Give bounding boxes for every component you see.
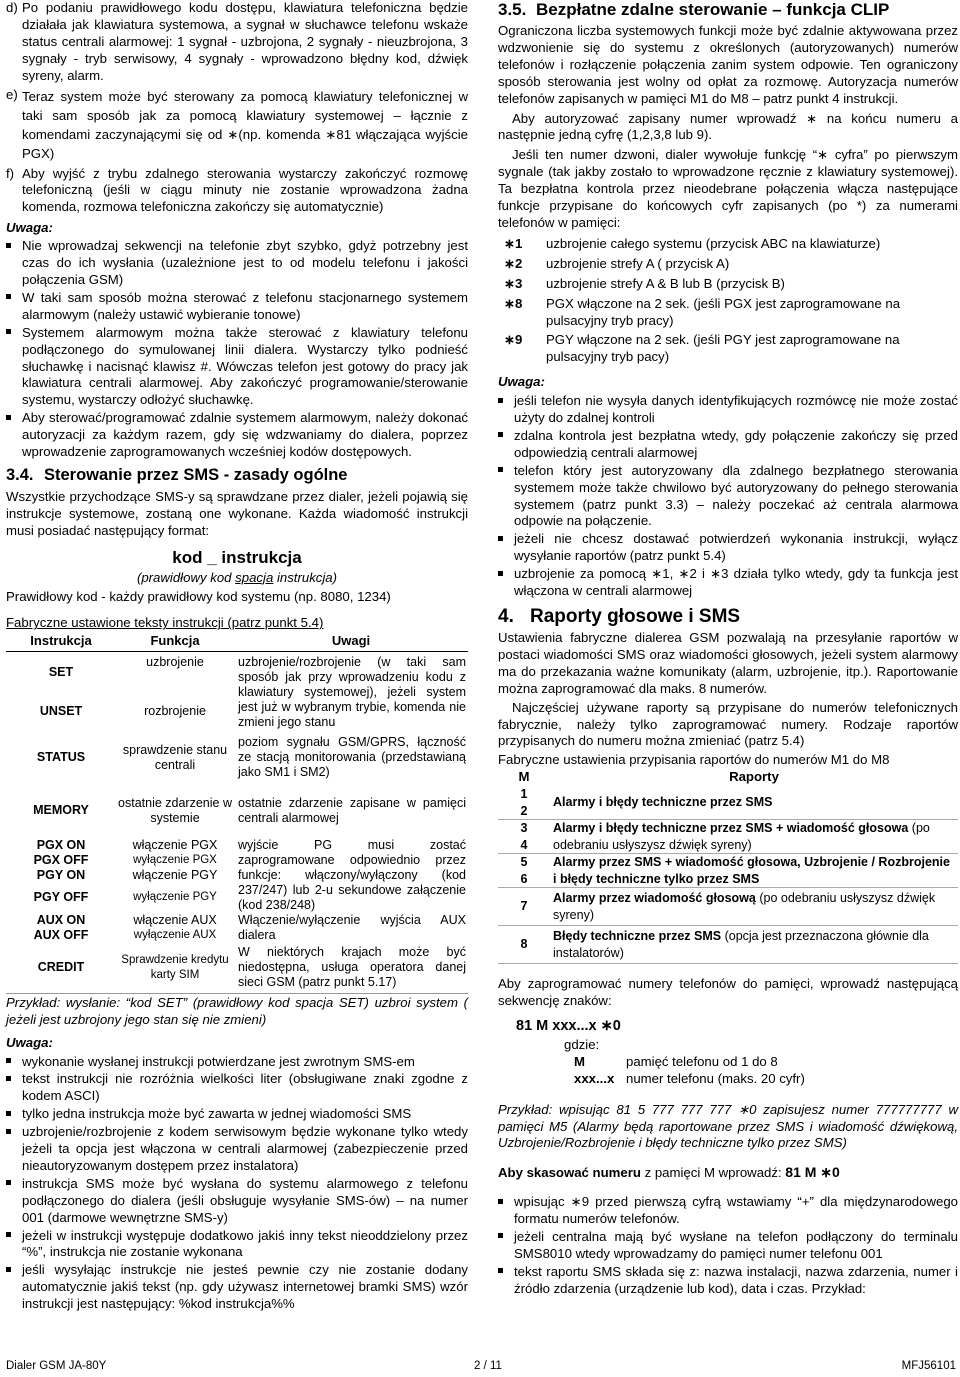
report-cell [550,786,958,820]
definition-m [498,1054,958,1071]
section-title: Bezpłatne zdalne sterowanie – funkcja CLIP [536,0,890,19]
sequence-where: gdzie: [564,1036,600,1052]
bullet-icon [498,536,503,541]
notes-list-4 [498,1194,958,1297]
list-item [6,410,468,461]
definition-key: xxx...x [574,1070,615,1086]
report-cell [550,926,958,964]
function-cell: wyłączenie AUX [133,928,217,941]
bullet-icon [6,1267,11,1272]
table-row [6,732,468,784]
bullet-icon [6,415,11,420]
memory-number: 8 [520,937,528,952]
list-item-text: telefon który jest autoryzowany dla zdalnego bezpłatnego sterowania systemem może także chwilowo być autoryzowany do pełnego sterowania systemem (patrz punkt 3.3) – należy poczekać aż centrala alarmowa odpowie na połączenie. [514,462,958,529]
bullet-icon [498,1233,503,1238]
definition-value: pamięć telefonu od 1 do 8 [626,1053,778,1069]
report-extra: (po odebraniu usłyszysz dźwięk syreny) [553,821,930,852]
example-programming: Przykład: wpisując 81 5 777 777 777 ∗0 zapisujesz numer 777777777 w pamięci M5 (Alarmy będą raportowane przez SMS i wiadomość dźwiękową, Uzbrojenie/Rozbrojenie i błędy techniczne tylko przez SMS) [498,1101,958,1151]
list-item [6,1106,468,1123]
list-item [498,393,958,427]
memory-cell [498,926,550,964]
table-row [498,786,958,820]
clip-code: ∗1 [504,235,523,251]
list-item [6,1054,468,1071]
right-column [498,0,958,1298]
table-header-row [498,769,958,786]
delete-label: Aby skasować numeru [498,1165,641,1181]
delete-text: z pamięci M wprowadź: [640,1165,786,1181]
table-row [498,820,958,854]
list-label: d) [6,0,18,15]
notes-list-3 [498,393,958,600]
report-cell [550,820,958,854]
function-cell: rozbrojenie [144,704,206,719]
hint-text: instrukcja) [273,569,338,585]
note-heading: Uwaga: [6,220,53,236]
list-item-text: wpisując ∗9 przed pierwszą cyfrą wstawiamy “+” dla międzynarodowego formatu numerów telefonów. [514,1194,958,1227]
bullet-icon [498,467,503,472]
report-extra: (po odebraniu usłyszysz dźwięk syreny) [553,891,936,922]
bullet-icon [498,432,503,437]
notes-list-1 [6,238,468,461]
instruction-cell: AUX OFF [33,927,89,942]
clip-code: ∗3 [504,275,523,291]
clip-code: ∗8 [504,295,523,311]
valid-code-line: Prawidłowy kod - każdy prawidłowy kod systemu (np. 8080, 1234) [6,588,391,604]
footer-product: Dialer GSM JA-80Y [6,1360,107,1372]
instruction-cell: CREDIT [37,960,85,975]
notes-list-2 [6,1054,468,1314]
table-row [498,888,958,926]
clip-text: uzbrojenie strefy A & B lub B (przycisk B) [546,275,785,291]
notes-cell: poziom sygnału GSM/GPRS, łączność ze stacją monitorowania (przedstawianą jako SM1 i SM2) [238,735,466,780]
paragraph-f [6,166,468,217]
table-caption: Fabryczne ustawione teksty instrukcji (patrz punkt 5.4) [6,615,324,631]
list-item [498,1264,958,1298]
memory-number: 2 [520,803,528,818]
bullet-icon [498,1268,503,1273]
list-item [6,1228,468,1262]
memory-number: 7 [520,899,528,914]
list-item-text: Nie wprowadzaj sekwencji na telefonie zbyt szybko, gdyż potrzebny jest czas do ich wysłania (uzależnione jest to od modelu telefonu i jakości połączenia GSM) [22,238,468,287]
instruction-cell: MEMORY [33,803,89,818]
sms-format: kod _ instrukcja [172,547,302,567]
bullet-icon [6,1058,11,1063]
list-item-text: Systemem alarmowym można także sterować z klawiatury telefonu podłączonego do symulowanej linii dialera. Wystarczy tylko podnieść słuchawkę i nacisnąć klawisz #. Wówczas telefon jest gotowy do pracy jak klawiatura centrali alarmowej. Aby zakończyć programowanie/sterowanie systemu, wystarczy odłożyć słuchawkę. [22,324,468,408]
bullet-icon [498,1199,503,1204]
instruction-cell: PGY OFF [33,890,89,905]
list-item-text: uzbrojenie/rozbrojenie z kodem serwisowym będzie wykonane tylko wtedy jeżeli ta opcja jest włączona w centrali alarmowej (zabezpieczenie przed nieautoryzowanym dostępem przez instalatora) [22,1124,468,1173]
notes-cell: uzbrojenie/rozbrojenie (w taki sam sposób jak przy wprowadzeniu kodu z klawiatury systemowej), jeżeli system jest już w wybranym trybie, komenda nie zmieni jego stanu [238,655,466,730]
page-footer [6,1358,956,1374]
paragraph-d [6,0,468,85]
section-title: Sterowanie przez SMS - zasady ogólne [44,465,348,484]
instruction-cell: SET [48,664,74,679]
list-item [498,463,958,531]
report-text: Alarmy przez wiadomość głosową [553,891,756,906]
paragraph-clip-3: Jeśli ten numer dzwoni, dialer wywołuje funkcję “∗ cyfra” po pierwszym sygnale (tak jakby zostało to wprowadzone ręcznie z klawiatury systemowej). Ta bezpłatna kontrola przez nieodebrane połączenia włącza następujące funkcje przypisane do końcowych cyfr zapisanych (po *) za numerami telefonów w pamięci: [498,147,958,230]
function-cell: uzbrojenie [146,655,204,670]
clip-function-list [498,236,958,366]
list-item-text: jeśli telefon nie wysyła danych identyfikujących rozmówcę nie może zostać użyty do zdalnej kontroli [514,393,958,426]
memory-number: 4 [520,837,528,852]
memory-number: 1 [520,787,528,802]
list-item-text: tylko jedna instrukcja może być zawarta w jednej wiadomości SMS [22,1106,412,1122]
example-sms: Przykład: wysłanie: “kod SET” (prawidłowy kod spacja SET) uzbroi system ( jeżeli jest uzbrojony jego stan się nie zmieni) [6,994,468,1027]
report-text: Alarmy i błędy techniczne przez SMS [553,795,773,810]
section-number: 3.4. [6,465,34,484]
report-extra: (opcja jest przeznaczona głównie dla instalatorów) [553,929,929,960]
definition-value: numer telefonu (maks. 20 cyfr) [626,1070,805,1086]
clip-text: uzbrojenie strefy A ( przycisk A) [546,255,730,271]
list-item [6,325,468,410]
list-item [498,1229,958,1263]
table-header: Funkcja [116,632,234,651]
note-heading: Uwaga: [498,374,545,390]
sms-format-hint [6,570,468,587]
notes-cell: wyjście PG musi zostać zaprogramowane odpowiednio przez funkcje: włączony/wyłączony (kod 237/247) lub 2-u sekundowe załączenie (kod 238/248) [238,837,466,912]
list-label: f) [6,165,15,181]
function-cell: sprawdzenie stanu centrali [122,742,228,772]
list-item-text: W taki sam sposób można sterować z telefonu stacjonarnego systemem alarmowym (należy ustawić wybieranie tonowe) [22,289,468,322]
clip-text: PGX włączone na 2 sek. (jeśli PGX jest zaprogramowane na pulsacyjny tryb pracy) [546,295,901,328]
memory-cell [498,854,550,888]
report-cell [550,854,958,888]
function-cell: ostatnie zdarzenie w systemie [118,795,232,825]
bullet-icon [6,1232,11,1237]
list-item-text: zdalna kontrola jest bezpłatna wtedy, gdy połączenie zakończy się przed odpowiedzią centrali alarmowej [514,427,958,460]
instruction-cell: PGX OFF [33,852,89,867]
list-item [6,290,468,324]
paragraph-clip-2: Aby autoryzować zapisany numer wprowadź ∗ na końcu numeru a następnie jedną cyfrę (1,2,3,8 lub 9). [498,110,958,143]
definition-key: M [574,1053,585,1069]
left-column [6,0,468,1313]
bullet-icon [6,329,11,334]
section-number: 4. [498,606,514,627]
list-item [6,1124,468,1175]
notes-cell: ostatnie zdarzenie zapisane w pamięci centrali alarmowej [238,795,466,825]
report-text: Błędy techniczne przez SMS [553,929,722,944]
paragraph-text: Teraz system może być sterowany za pomocą klawiatury telefonicznej w taki sam sposób jak za pomocą klawiatury systemowej – łącznie z komendami zaczynającymi się od ∗(np. komenda ∗81 włączająca wyjście PGX) [22,88,468,161]
paragraph-program-numbers: Aby zaprogramować numery telefonów do pamięci, wprowadź następującą sekwencję znaków: [498,976,958,1009]
paragraph-clip-1: Ograniczona liczba systemowych funkcji może być zdalnie aktywowana przez wdzwonienie się do systemu z określonych (autoryzowanych) numerów telefonów i rozłączenie połączenia zanim system odpowie. Ten ograniczony sposób sterowania jest wolny od opłat za rozmowę. Autoryzacja numerów telefonów zapisanych w pamięci M1 do M8 – patrz punkt 4 instrukcji. [498,23,958,106]
list-item [6,1262,468,1313]
table-header: M [518,769,530,785]
paragraph-text: Aby wyjść z trybu zdalnego sterowania wystarczy zakończyć rozmowę telefoniczną (jeśli w ciągu minuty nie zostanie wprowadzona żadna komenda, rozmowa telefoniczna zakończy się automatycznie) [22,165,468,215]
list-item-text: uzbrojenie za pomocą ∗1, ∗2 i ∗3 działa tylko wtedy, gdy ta funkcja jest włączona w centrali alarmowej [514,566,958,599]
table-header: Instrukcja [6,632,116,651]
section-heading-4 [498,606,958,628]
list-item-text: jeżeli nie chcesz dostawać potwierdzeń wykonania instrukcji, wyłącz wysyłanie raportów (patrz punkt 5.4) [514,531,958,564]
function-cell: wyłączenie PGX [133,853,217,866]
list-item [498,332,958,366]
list-item-text: tekst raportu SMS składa się z: nazwa instalacji, nazwa zdarzenia, numer i źródło zdarzenia (urządzenie lub kod), data i czas. Przykład: [514,1263,958,1296]
bullet-icon [6,243,11,248]
section-heading-3-5 [498,0,958,20]
clip-text: PGY włączone na 2 sek. (jeśli PGY jest zaprogramowane na pulsacyjny tryb pacy) [546,332,900,365]
instruction-cell: UNSET [39,704,83,719]
delete-number-line [498,1164,958,1182]
definition-x [498,1071,958,1088]
list-item [6,1071,468,1105]
bullet-icon [6,1076,11,1081]
list-item [6,238,468,289]
section-heading-3-4 [6,465,468,485]
list-item-text: wykonanie wysłanej instrukcji potwierdzane jest zwrotnym SMS-em [22,1053,415,1069]
table-header: Raporty [729,769,779,785]
bullet-icon [6,1129,11,1134]
notes-cell: W niektórych krajach może być niedostępna, usługa operatora danej sieci GSM (patrz punkt 5.17) [238,945,466,990]
clip-code: ∗9 [504,332,523,348]
memory-cell [498,820,550,854]
bullet-icon [498,398,503,403]
bullet-icon [6,1180,11,1185]
table-row [498,854,958,888]
instruction-cell: STATUS [36,750,86,765]
bullet-icon [6,294,11,299]
function-cell: Sprawdzenie kredytu karty SIM [121,953,229,981]
list-item-text: tekst instrukcji nie rozróżnia wielkości liter (obsługiwane znaki zgodne z kodem ASCI) [22,1071,468,1104]
section-number: 3.5. [498,0,527,19]
table-row [498,926,958,964]
footer-doc-code: MFJ56101 [901,1360,956,1372]
memory-cell [498,888,550,926]
function-cell: włączenie PGY [132,867,218,882]
paragraph-sms-intro: Wszystkie przychodzące SMS-y są sprawdzane przez dialer, jeżeli pojawią się instrukcje systemowe, zostaną one wykonane. Każda wiadomość instrukcji musi posiadać następujący format: [6,488,468,538]
memory-number: 6 [520,871,528,886]
memory-cell [498,786,550,820]
clip-code: ∗2 [504,255,523,271]
delete-code: 81 M ∗0 [785,1164,840,1181]
list-item [498,1194,958,1228]
table-row [6,913,468,928]
list-item [498,276,958,293]
list-item-text: jeśli wysyłając instrukcje nie jesteś pewnie czy nie zostanie dodany automatycznie jakiś tekst (np. gdy używasz internetowej bramki SMS) wzór instrukcji jest następujący: %kod instrukcja%% [22,1262,468,1312]
function-cell: włączenie AUX [133,912,217,927]
list-label: e) [6,86,18,102]
program-sequence: 81 M xxx...x ∗0 [516,1017,621,1034]
instructions-table [6,632,468,992]
table-row [6,652,468,692]
hint-underlined: spacja [235,569,274,585]
list-item-text: instrukcja SMS może być wysłana do systemu alarmowego z telefonu podłączonego do dialera (jeśli obsługuje wysyłanie SMS-ów) – na numer 001 (darmowe wewnętrzne SMS-y) [22,1175,468,1225]
table-header-row [6,632,468,651]
instruction-cell: PGY ON [36,867,86,882]
paragraph-e [6,87,468,163]
table-row [6,784,468,838]
list-item-text: Aby sterować/programować zdalnie systemem alarmowym, należy dokonać autoryzacji za każdym razem, gdy się wdzwaniamy do dialera, poprzez wprowadzenie zaprogramowanych wcześniej kodów dostępowych. [22,410,468,460]
memory-number: 5 [520,855,528,870]
instruction-cell: PGX ON [36,837,86,852]
paragraph-text: Po podaniu prawidłowego kodu dostępu, klawiatura telefoniczna będzie działała jak klawiatura systemowa, a sygnał w słuchawce telefonu wskaże status centrali alarmowej: 1 sygnał - uzbrojona, 2 sygnały - nieuzbrojona, 3 sygnały - tryb serwisowy, 4 sygnały - wprowadzono błędny kod, dźwięk syreny, alarm. [22,0,468,83]
paragraph-reports-2: Najczęściej używane raporty są przypisane do numerów telefonicznych fabrycznie, należy tylko zaprogramować numery. Rodzaje raportów przypisanych do numeru można zmieniać (patrz 5.4) [498,699,958,749]
list-item [6,1176,468,1227]
reports-table [498,769,958,964]
paragraph-reports-1: Ustawienia fabryczne dialerea GSM pozwalają na przesyłanie raportów w postaci wiadomości SMS oraz wiadomości głosowych, jeżeli system alarmowy ma do przekazania ważne komunikaty (alarm, uzbrojenie, itp.). Raportowanie można zaprogramować dla maks. 8 numerów. [498,630,958,696]
list-item [498,566,958,600]
report-cell [550,888,958,926]
list-item-text: jeżeli centralna mają być wysłane na telefon podłączony do terminalu SMS8010 wtedy wprowadzamy do pamięci numer telefonu 001 [514,1229,958,1261]
footer-page-number: 2 / 11 [474,1360,502,1372]
list-item [498,256,958,273]
table-row [6,943,468,993]
bullet-icon [6,1111,11,1116]
table-row [6,838,468,853]
list-item [498,428,958,462]
note-heading: Uwaga: [6,1034,53,1050]
list-item-text: jeżeli w instrukcji występuje dodatkowo jakiś inny tekst nieoddzielony przez “%”, instrukcja nie zostanie wykonana [22,1227,468,1260]
function-cell: włączenie PGX [132,837,218,852]
list-item [498,531,958,565]
section-title: Raporty głosowe i SMS [530,606,741,627]
hint-text: (prawidłowy kod [136,569,236,585]
list-item [498,236,958,253]
list-item [498,296,958,330]
report-text: Alarmy i błędy techniczne przez SMS + wiadomość głosowa [553,821,909,836]
function-cell: wyłączenie PGY [133,891,217,904]
report-text: Alarmy przez SMS + wiadomość głosowa, Uzbrojenie / Rozbrojenie i błędy techniczne tylko przez SMS [553,855,950,886]
clip-text: uzbrojenie całego systemu (przycisk ABC na klawiaturze) [546,235,881,251]
instruction-cell: AUX ON [36,912,86,927]
bullet-icon [498,571,503,576]
notes-cell: Włączenie/wyłączenie wyjścia AUX dialera [238,912,466,942]
memory-number: 3 [520,821,528,836]
table-header: Uwagi [234,632,468,651]
table-caption: Fabryczne ustawienia przypisania raportów do numerów M1 do M8 [498,752,890,768]
